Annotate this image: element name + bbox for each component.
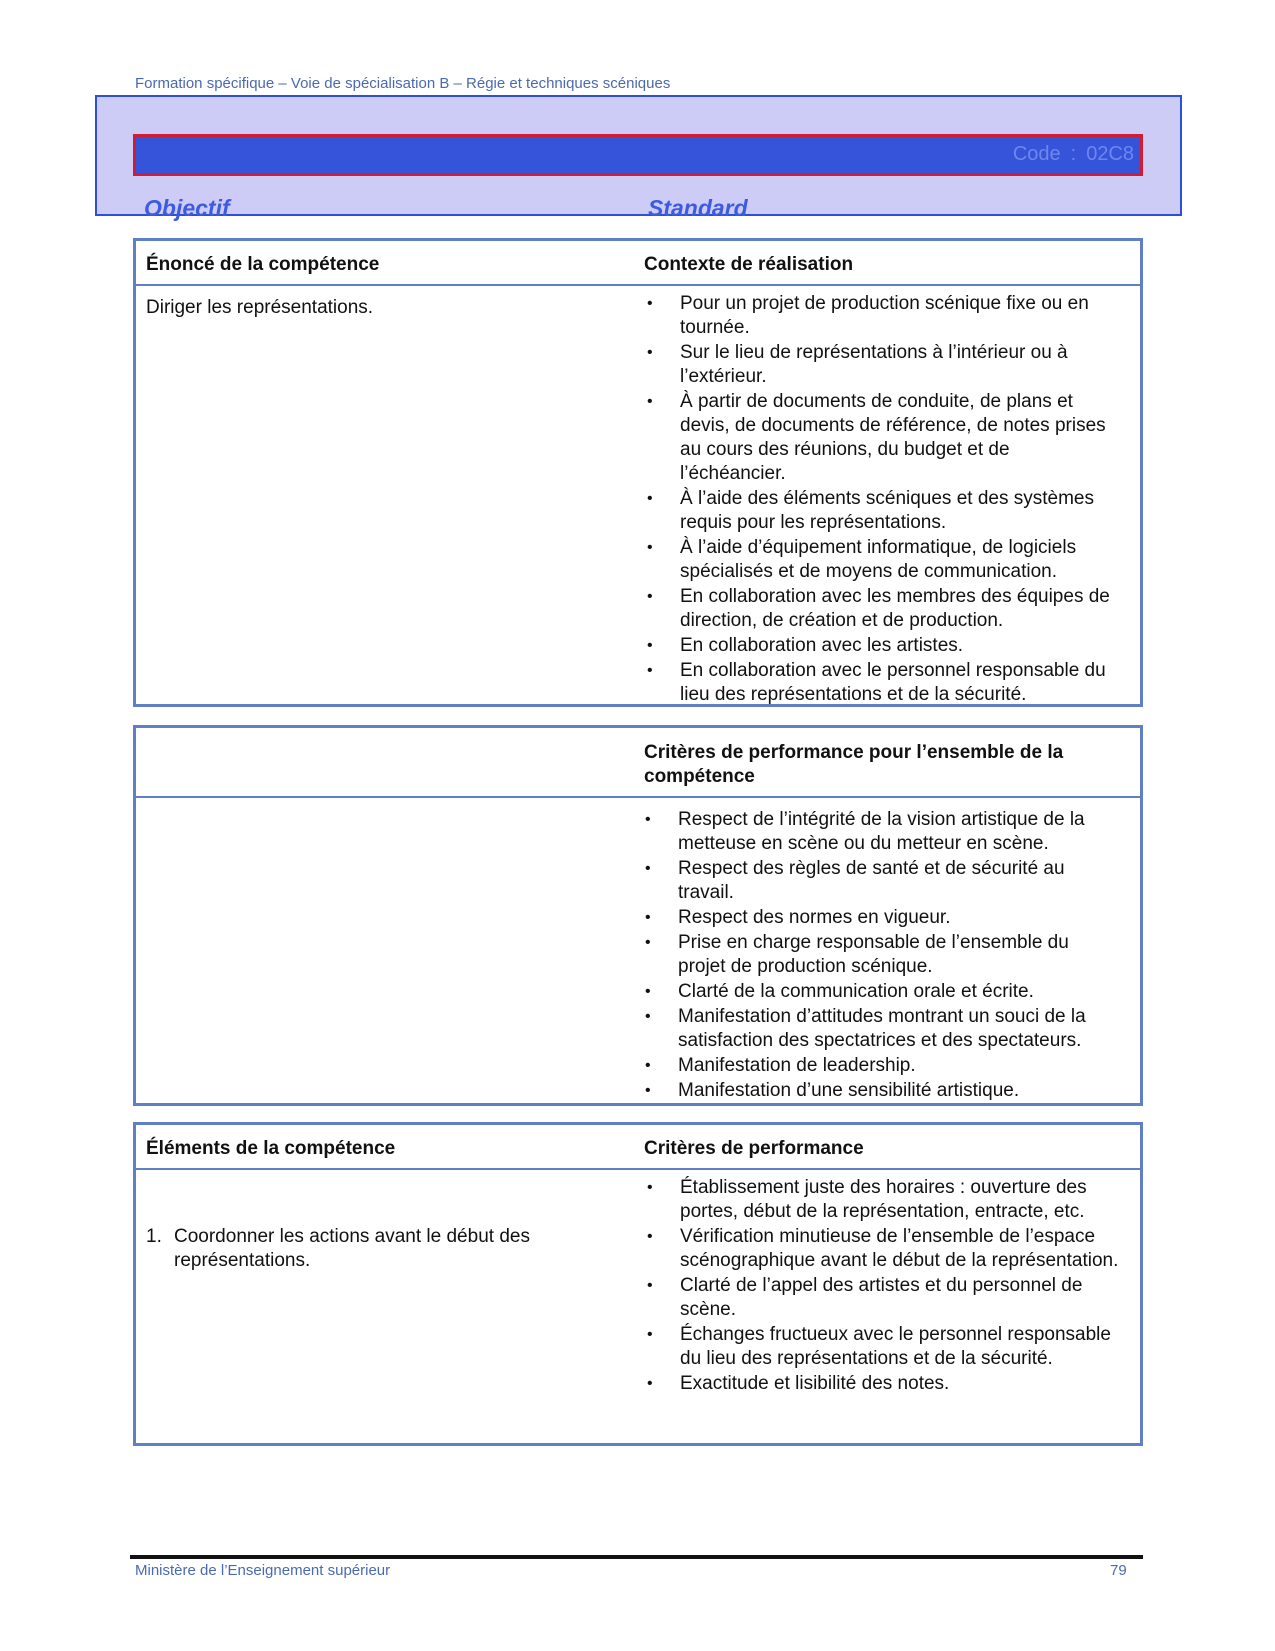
bullet-icon: • <box>647 344 653 361</box>
bullet-icon: • <box>647 1179 653 1196</box>
list-item: • À partir de documents de conduite, de plans et devis, de documents de référence, de notes prises au cours des réunions, du budget et de l’échéancier. <box>647 391 1106 484</box>
element-number: 1. <box>146 1226 162 1247</box>
standard-label: Standard <box>648 195 748 221</box>
overall-criteria-header <box>136 728 1140 798</box>
footer-ministry: Ministère de l’Enseignement supérieur <box>135 1562 391 1579</box>
elements-criteria-list <box>644 1176 1119 1397</box>
competence-box <box>133 238 1143 707</box>
list-item: • Exactitude et lisibilité des notes. <box>647 1373 950 1394</box>
bullet-icon: • <box>647 295 653 312</box>
list-item: • À l’aide des éléments scéniques et des systèmes requis pour les représentations. <box>647 488 1094 533</box>
competence-statement: Diriger les représentations. <box>146 297 374 318</box>
criteres-heading: Critères de performance <box>644 1138 864 1159</box>
bullet-icon: • <box>645 1057 651 1074</box>
list-item: • En collaboration avec les membres des équipes de direction, de création et de production. <box>647 586 1110 631</box>
footer-rule <box>130 1555 1143 1559</box>
bullet-icon: • <box>645 983 651 1000</box>
list-item: • Établissement juste des horaires : ouverture des portes, début de la représentation, entracte, etc. <box>647 1177 1087 1222</box>
list-item: • Respect des normes en vigueur. <box>645 907 951 928</box>
bullet-icon: • <box>647 1326 653 1343</box>
list-item: • Manifestation d’attitudes montrant un souci de la satisfaction des spectatrices et des spectateurs. <box>645 1006 1086 1051</box>
bullet-icon: • <box>645 934 651 951</box>
context-list <box>644 292 1119 708</box>
list-item: • Manifestation d’une sensibilité artistique. <box>645 1080 1020 1101</box>
overall-criteria-list <box>642 808 1117 1104</box>
bullet-icon: • <box>645 909 651 926</box>
bullet-icon: • <box>645 811 651 828</box>
page-number: 79 <box>1110 1562 1127 1579</box>
list-item: • Manifestation de leadership. <box>645 1055 916 1076</box>
list-item: • Vérification minutieuse de l’ensemble de l’espace scénographique avant le début de la représentation. <box>647 1226 1119 1271</box>
running-head: Formation spécifique – Voie de spécialisation B – Régie et techniques scéniques <box>135 75 671 92</box>
list-item: • Prise en charge responsable de l’ensemble du projet de production scénique. <box>645 932 1069 977</box>
elements-heading: Éléments de la compétence <box>146 1138 396 1159</box>
list-item: • En collaboration avec le personnel responsable du lieu des représentations et de la sécurité. <box>647 660 1106 705</box>
enonce-heading: Énoncé de la compétence <box>146 254 380 275</box>
bullet-icon: • <box>645 860 651 877</box>
objectif-label: Objectif <box>144 195 230 221</box>
list-item: • Clarté de l’appel des artistes et du personnel de scène. <box>647 1275 1083 1320</box>
code-value: 02C8 <box>1086 143 1134 165</box>
elements-box-header <box>136 1125 1140 1170</box>
bullet-icon: • <box>645 1008 651 1025</box>
code-label <box>1013 143 1134 166</box>
overall-criteria-heading: Critères de performance pour l’ensemble de la compétence <box>644 742 1064 787</box>
competence-box-header <box>136 241 1140 286</box>
code-separator: : <box>1070 143 1077 165</box>
element-item <box>146 1225 604 1273</box>
elements-box <box>133 1122 1143 1446</box>
list-item: • En collaboration avec les artistes. <box>647 635 964 656</box>
contexte-heading: Contexte de réalisation <box>644 254 854 275</box>
overall-criteria-box <box>133 725 1143 1106</box>
list-item: • Échanges fructueux avec le personnel responsable du lieu des représentations et de la sécurité. <box>647 1324 1111 1369</box>
bullet-icon: • <box>647 662 653 679</box>
list-item: • Respect de l’intégrité de la vision artistique de la metteuse en scène ou du metteur en scène. <box>645 809 1085 854</box>
bullet-icon: • <box>647 588 653 605</box>
element-text: Coordonner les actions avant le début des représentations. <box>174 1226 530 1271</box>
bullet-icon: • <box>647 1277 653 1294</box>
list-item: • Respect des règles de santé et de sécurité au travail. <box>645 858 1065 903</box>
bullet-icon: • <box>647 393 653 410</box>
code-bar <box>133 134 1143 176</box>
list-item: • Clarté de la communication orale et écrite. <box>645 981 1034 1002</box>
bullet-icon: • <box>647 539 653 556</box>
list-item: • Sur le lieu de représentations à l’intérieur ou à l’extérieur. <box>647 342 1068 387</box>
bullet-icon: • <box>647 637 653 654</box>
bullet-icon: • <box>647 1228 653 1245</box>
list-item: • Pour un projet de production scénique fixe ou en tournée. <box>647 293 1089 338</box>
code-label-text: Code <box>1012 143 1061 165</box>
bullet-icon: • <box>645 1082 651 1099</box>
bullet-icon: • <box>647 1375 653 1392</box>
list-item: • À l’aide d’équipement informatique, de logiciels spécialisés et de moyens de communication. <box>647 537 1077 582</box>
bullet-icon: • <box>647 490 653 507</box>
